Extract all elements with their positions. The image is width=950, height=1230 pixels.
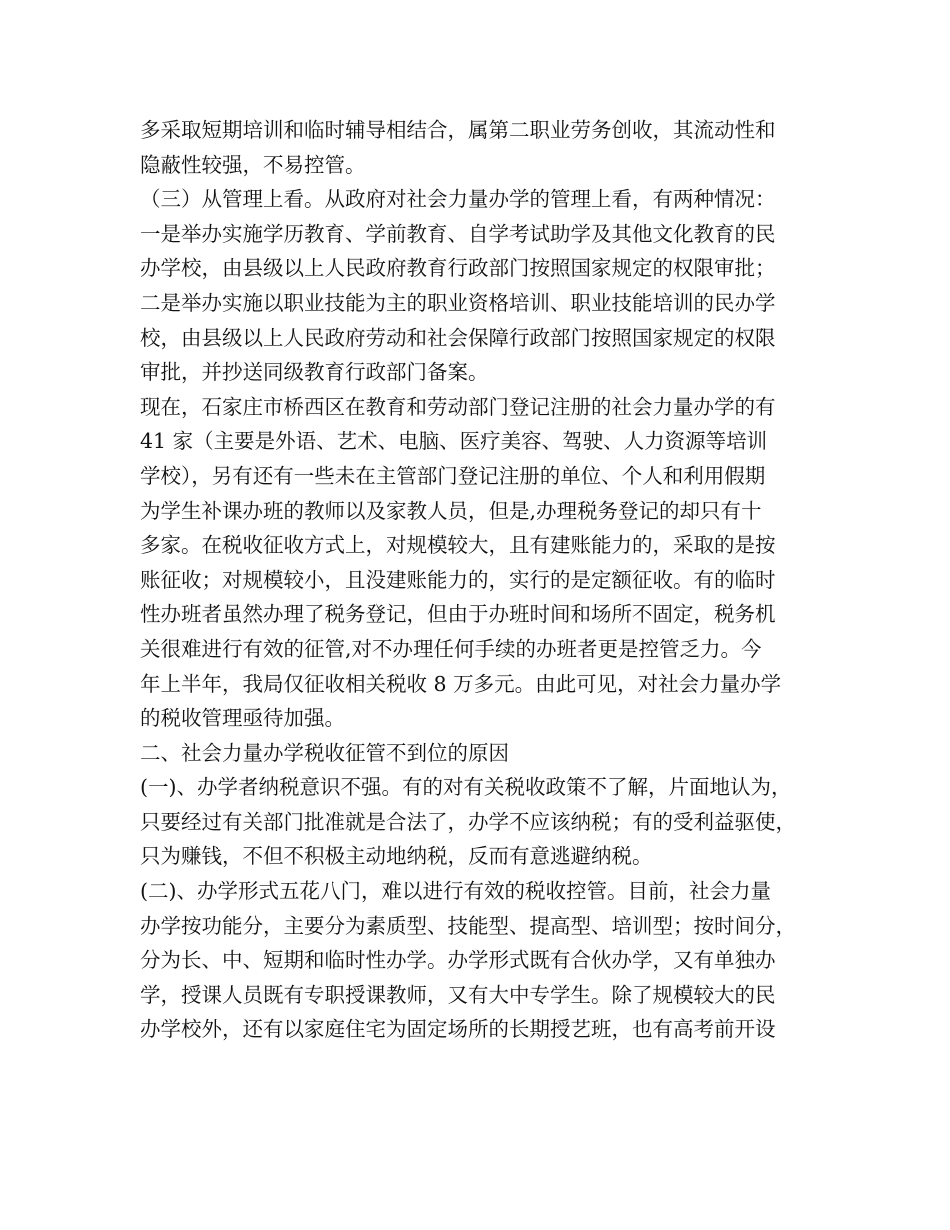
text-line: 账征收；对规模较小，且没建账能力的，实行的是定额征收。有的临时 — [140, 567, 776, 592]
text-line: (一)、办学者纳税意识不强。有的对有关税收政策不了解，片面地认为， — [140, 775, 792, 800]
text-line: 分为长、中、短期和临时性办学。办学形式既有合伙办学，又有单独办 — [140, 948, 776, 973]
text-line: 只要经过有关部门批准就是合法了，办学不应该纳税；有的受利益驱使， — [140, 809, 796, 834]
text-line: 隐蔽性较强，不易控管。 — [140, 152, 366, 177]
text-line: 现在，石家庄市桥西区在教育和劳动部门登记注册的社会力量办学的有 — [140, 394, 776, 419]
text-line: 办学校，由县级以上人民政府教育行政部门按照国家规定的权限审批； — [140, 256, 776, 281]
text-line: 的税收管理亟待加强。 — [140, 706, 345, 731]
text-line: 多家。在税收征收方式上，对规模较大，且有建账能力的，采取的是按 — [140, 533, 776, 558]
text-line: 审批，并抄送同级教育行政部门备案。 — [140, 360, 489, 385]
text-line: 多采取短期培训和临时辅导相结合，属第二职业劳务创收，其流动性和 — [140, 118, 776, 142]
text-line: 一是举办实施学历教育、学前教育、自学考试助学及其他文化教育的民 — [140, 221, 776, 246]
text-line: 41 家（主要是外语、艺术、电脑、医疗美容、驾驶、人力资源等培训 — [140, 429, 768, 454]
text-line: 办学按功能分，主要分为素质型、技能型、提高型、培训型；按时间分， — [140, 913, 796, 938]
text-line: 为学生补课办班的教师以及家教人员，但是,办理税务登记的却只有十 — [140, 498, 762, 523]
text-line: 性办班者虽然办理了税务登记，但由于办班时间和场所不固定，税务机 — [140, 602, 776, 627]
text-line: 学校），另有还有一些未在主管部门登记注册的单位、个人和利用假期 — [140, 463, 766, 488]
text-line: (二)、办学形式五花八门，难以进行有效的税收控管。目前，社会力量 — [140, 879, 771, 904]
section-heading: 二、社会力量办学税收征管不到位的原因 — [140, 740, 509, 765]
text-line: 学，授课人员既有专职授课教师，又有大中专学生。除了规模较大的民 — [140, 982, 776, 1007]
text-line: 办学校外，还有以家庭住宅为固定场所的长期授艺班，也有高考前开设 — [140, 1017, 776, 1042]
document-body — [140, 113, 820, 1047]
text-line: （三）从管理上看。从政府对社会力量办学的管理上看，有两种情况： — [140, 187, 776, 212]
text-line: 校，由县级以上人民政府劳动和社会保障行政部门按照国家规定的权限 — [140, 325, 776, 350]
text-line: 关很难进行有效的征管,对不办理任何手续的办班者更是控管乏力。今 — [140, 636, 762, 661]
text-line: 二是举办实施以职业技能为主的职业资格培训、职业技能培训的民办学 — [140, 290, 776, 315]
text-line: 年上半年，我局仅征收相关税收 8 万多元。由此可见，对社会力量办学 — [140, 671, 782, 696]
text-line: 只为赚钱，不但不积极主动地纳税，反而有意逃避纳税。 — [140, 844, 653, 869]
